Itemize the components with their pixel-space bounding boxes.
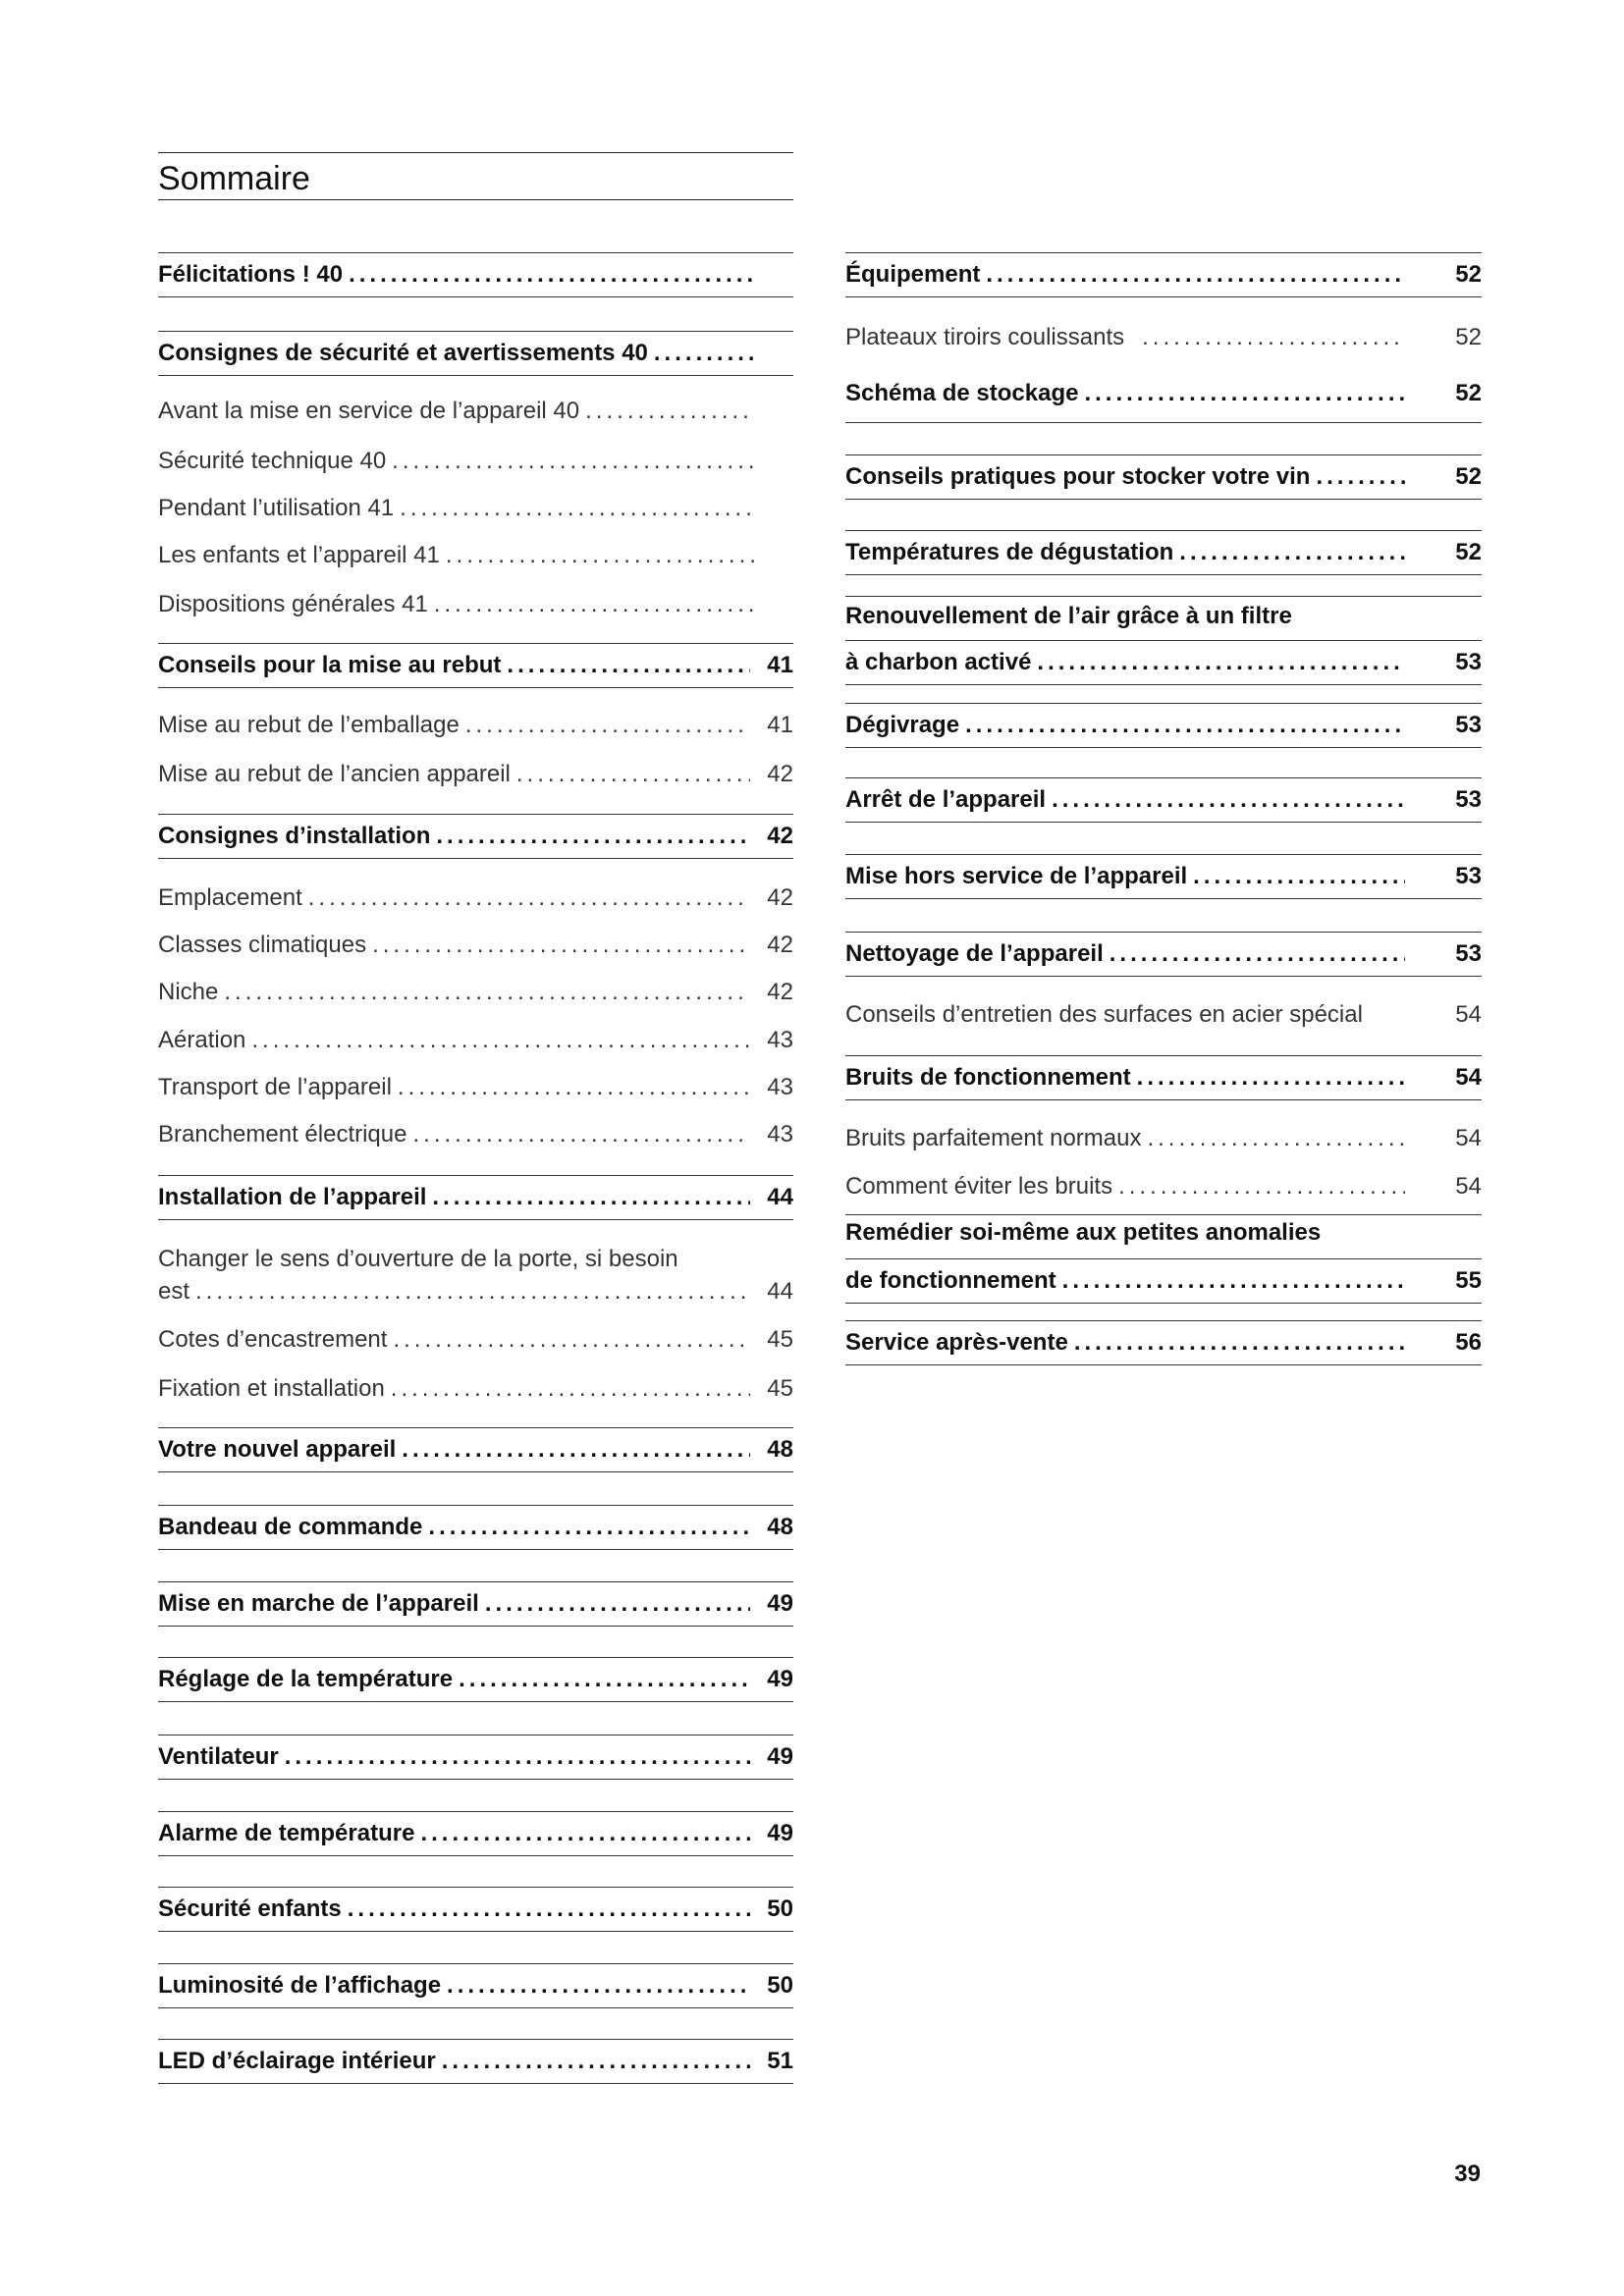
dot-leader [1074, 1328, 1405, 1358]
toc-label: Comment éviter les bruits [845, 1173, 1113, 1200]
toc-page: 52 [1455, 261, 1482, 288]
dot-leader [393, 1325, 750, 1355]
toc-page: 41 [767, 652, 793, 678]
toc-section[interactable] [158, 2039, 793, 2084]
dot-leader [398, 1073, 750, 1102]
toc-page: 48 [767, 1514, 793, 1540]
toc-label-line1: Renouvellement de l’air grâce à un filtre [845, 603, 1292, 629]
toc-label: Classes climatiques [158, 932, 367, 958]
toc-label: Fixation et installation [158, 1375, 385, 1402]
toc-section-felicitations[interactable] [158, 252, 793, 297]
dot-leader [507, 651, 750, 680]
toc-page: 52 [1455, 324, 1482, 350]
toc-section-conseils-vin[interactable] [845, 454, 1482, 500]
dot-leader [432, 1183, 750, 1212]
toc-section-nettoyage[interactable] [845, 932, 1482, 977]
dot-leader [1062, 1266, 1405, 1296]
toc-label: Ventilateur [158, 1743, 279, 1770]
dot-leader [1316, 462, 1405, 492]
toc-label: Dispositions générales 41 [158, 591, 428, 617]
toc-page: 45 [767, 1375, 793, 1402]
dot-leader [392, 447, 754, 476]
toc-label: Conseils d’entretien des surfaces en acier spécial [845, 1001, 1363, 1028]
toc-label-line2: est [158, 1278, 190, 1305]
toc-label: Mise au rebut de l’ancien appareil [158, 761, 511, 787]
toc-label: Mise au rebut de l’emballage [158, 712, 460, 738]
toc-page: 53 [1455, 712, 1482, 738]
toc-label: Dégivrage [845, 712, 960, 738]
toc-page: 45 [767, 1326, 793, 1353]
toc-page: 52 [1455, 380, 1482, 406]
toc-label: LED d’éclairage intérieur [158, 2048, 436, 2074]
toc-section[interactable] [158, 1887, 793, 1932]
toc-label: à charbon activé [845, 649, 1032, 675]
toc-label: Bruits parfaitement normaux [845, 1125, 1142, 1151]
dot-leader [402, 1435, 750, 1465]
toc-page: 49 [767, 1666, 793, 1692]
toc-page: 54 [1455, 1173, 1482, 1200]
toc-page: 44 [767, 1278, 793, 1305]
dot-leader [400, 494, 754, 523]
toc-label-line1: Remédier soi-même aux petites anomalies [845, 1219, 1322, 1246]
toc-section-bruits[interactable] [845, 1055, 1482, 1100]
toc-page: 49 [767, 1743, 793, 1770]
toc-label: Sécurité enfants [158, 1896, 342, 1922]
toc-page: 44 [767, 1184, 793, 1210]
toc-label: Félicitations ! 40 [158, 261, 344, 288]
toc-label: Installation de l’appareil [158, 1184, 427, 1210]
dot-leader [1052, 785, 1405, 815]
toc-label: Votre nouvel appareil [158, 1436, 397, 1463]
toc-label: Consignes de sécurité et avertissements 40 [158, 340, 648, 366]
dot-leader [965, 711, 1405, 740]
toc-section-temperatures[interactable] [845, 530, 1482, 575]
dot-leader [447, 1971, 750, 2001]
dot-leader [654, 339, 754, 368]
dot-leader [348, 1895, 750, 1924]
toc-section-installation[interactable] [158, 814, 793, 859]
toc-section[interactable] [158, 1427, 793, 1472]
toc-subentry-changer-sens[interactable] [158, 1245, 793, 1308]
dot-leader [420, 1819, 750, 1848]
toc-page: 43 [767, 1027, 793, 1053]
toc-page: 42 [767, 979, 793, 1005]
dot-leader [446, 541, 754, 570]
toc-section-remedier-line1[interactable] [845, 1214, 1482, 1254]
dot-leader [1193, 862, 1405, 891]
toc-label: Mise hors service de l’appareil [845, 863, 1188, 889]
toc-page: 42 [767, 761, 793, 787]
toc-label: Mise en marche de l’appareil [158, 1590, 479, 1617]
toc-section[interactable] [158, 1963, 793, 2008]
toc-label: Sécurité technique 40 [158, 448, 387, 474]
dot-leader [465, 711, 750, 740]
toc-label: Les enfants et l’appareil 41 [158, 542, 440, 568]
toc-label: Service après-vente [845, 1329, 1068, 1356]
dot-leader [585, 397, 754, 426]
toc-page: 53 [1455, 863, 1482, 889]
toc-label: Conseils pour la mise au rebut [158, 652, 502, 678]
toc-page: 49 [767, 1590, 793, 1617]
toc-label: Alarme de température [158, 1820, 415, 1846]
toc-section[interactable] [158, 1505, 793, 1550]
toc-label: Réglage de la température [158, 1666, 454, 1692]
toc-label: Conseils pratiques pour stocker votre vin [845, 463, 1311, 490]
dot-leader [1137, 1063, 1405, 1093]
toc-section-rebut[interactable] [158, 643, 793, 688]
toc-label: Emplacement [158, 884, 302, 911]
dot-leader [251, 1026, 750, 1055]
toc-page: 53 [1455, 786, 1482, 813]
toc-label-line1: Changer le sens d’ouverture de la porte, si besoin [158, 1246, 678, 1272]
dot-leader [442, 2047, 750, 2076]
toc-label: Schéma de stockage [845, 380, 1079, 406]
dot-leader [434, 590, 754, 619]
dot-leader [195, 1277, 750, 1307]
toc-page: 43 [767, 1074, 793, 1100]
toc-label: Pendant l’utilisation 41 [158, 495, 395, 521]
toc-section-renouvellement[interactable] [845, 640, 1482, 685]
toc-label: Consignes d’installation [158, 823, 431, 849]
toc-section-installation-appareil[interactable] [158, 1175, 793, 1220]
toc-section-renouvellement-line1[interactable] [845, 596, 1482, 635]
toc-label: Nettoyage de l’appareil [845, 940, 1104, 967]
toc-page: 52 [1455, 463, 1482, 490]
page-title: Sommaire [158, 160, 310, 197]
dot-leader [1179, 538, 1405, 567]
toc-page: 51 [767, 2048, 793, 2074]
toc-label: Arrêt de l’appareil [845, 786, 1047, 813]
toc-section-schema[interactable] [845, 378, 1482, 423]
toc-page: 53 [1455, 649, 1482, 675]
toc-section-arret[interactable] [845, 777, 1482, 823]
toc-label: Températures de dégustation [845, 539, 1174, 565]
toc-label: Aération [158, 1027, 246, 1053]
dot-leader [1084, 379, 1405, 408]
title-block [158, 152, 793, 200]
toc-label: Luminosité de l’affichage [158, 1972, 442, 1999]
dot-leader [349, 260, 754, 290]
toc-page: 43 [767, 1121, 793, 1148]
toc-page: 42 [767, 884, 793, 911]
toc-section[interactable] [158, 1657, 793, 1702]
toc-section[interactable] [158, 1581, 793, 1627]
dot-leader [1110, 939, 1405, 969]
dot-leader [436, 822, 750, 851]
dot-leader [1147, 1124, 1405, 1153]
toc-section-mise-hors-service[interactable] [845, 854, 1482, 899]
dot-leader [516, 760, 750, 789]
dot-leader [1118, 1172, 1405, 1201]
toc-page: 42 [767, 823, 793, 849]
toc-label: Avant la mise en service de l’appareil 40 [158, 398, 580, 424]
dot-leader [308, 883, 750, 913]
dot-leader [372, 931, 750, 960]
toc-section[interactable] [158, 1811, 793, 1856]
toc-section[interactable] [158, 1735, 793, 1780]
toc-page: 50 [767, 1896, 793, 1922]
toc-section-equipement[interactable] [845, 252, 1482, 297]
toc-label: Transport de l’appareil [158, 1074, 392, 1100]
toc-section-consignes-securite[interactable] [158, 331, 793, 376]
toc-page: 49 [767, 1820, 793, 1846]
toc-page: 42 [767, 932, 793, 958]
dot-leader [412, 1120, 750, 1149]
toc-label: Cotes d’encastrement [158, 1326, 388, 1353]
toc-page: 54 [1455, 1064, 1482, 1091]
toc-page: 41 [767, 712, 793, 738]
dot-leader [391, 1374, 750, 1404]
toc-page: 53 [1455, 940, 1482, 967]
dot-leader [224, 978, 750, 1007]
dot-leader [428, 1513, 750, 1542]
toc-label: Niche [158, 979, 219, 1005]
toc-label: Équipement [845, 261, 981, 288]
toc-section-service[interactable] [845, 1320, 1482, 1365]
dot-leader [986, 260, 1405, 290]
toc-page: 55 [1455, 1267, 1482, 1294]
toc-label: Bruits de fonctionnement [845, 1064, 1131, 1091]
toc-page: 52 [1455, 539, 1482, 565]
dot-leader [285, 1742, 750, 1772]
toc-label: Branchement électrique [158, 1121, 407, 1148]
dot-leader [459, 1665, 750, 1694]
toc-label: Plateaux tiroirs coulissants [845, 324, 1125, 350]
toc-page: 48 [767, 1436, 793, 1463]
toc-page: 54 [1455, 1125, 1482, 1151]
dot-leader [1037, 648, 1405, 677]
page-number: 39 [1454, 2161, 1481, 2187]
toc-label: Bandeau de commande [158, 1514, 423, 1540]
dot-leader [1142, 323, 1405, 352]
toc-page: 56 [1455, 1329, 1482, 1356]
toc-section-degivrage[interactable] [845, 703, 1482, 748]
toc-page: 54 [1455, 1001, 1482, 1028]
toc-label: de fonctionnement [845, 1267, 1056, 1294]
dot-leader [485, 1589, 750, 1619]
toc-page: 50 [767, 1972, 793, 1999]
toc-section-remedier[interactable] [845, 1258, 1482, 1304]
